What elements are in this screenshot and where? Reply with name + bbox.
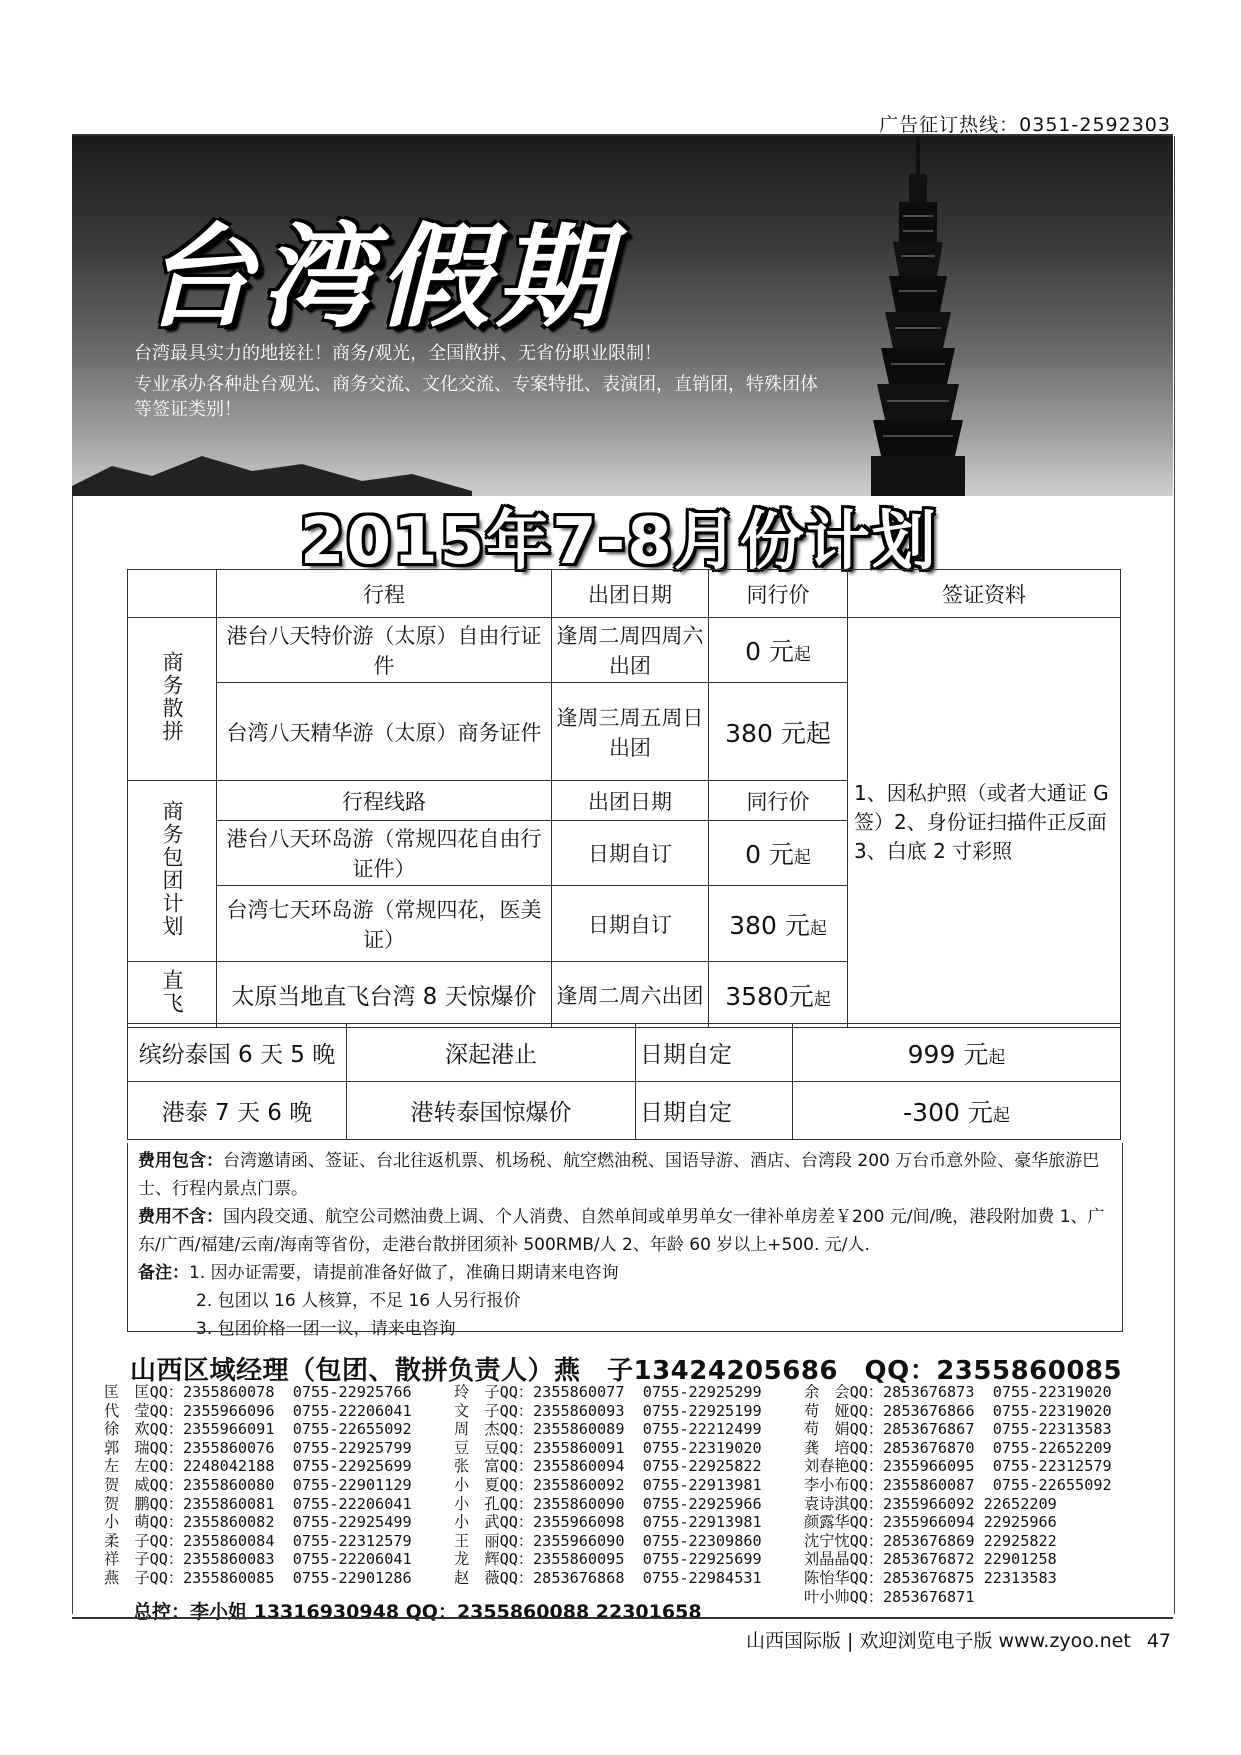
list-item: 赵 薇QQ：2853676868 0755-22984531 bbox=[454, 1568, 762, 1587]
price-cell: 380 元起 bbox=[709, 886, 848, 962]
remark-1: 备注：1. 因办证需要，请提前准备好做了，准确日期请来电咨询 bbox=[138, 1263, 619, 1283]
list-item: 龙 辉QQ：2355860095 0755-22925699 bbox=[454, 1550, 762, 1569]
list-item: 祥 子QQ：2355860083 0755-22206041 bbox=[104, 1550, 412, 1569]
list-item: 王 丽QQ：2355966090 0755-22309860 bbox=[454, 1531, 762, 1550]
fee-included: 费用包含：台湾邀请函、签证、台北往返机票、机场税、航空燃油税、国语导游、酒店、台湾段 200 万台币意外险、豪华旅游巴士、行程内景点门票。 bbox=[138, 1151, 1100, 1199]
list-item: 玲 子QQ：2355860077 0755-22925299 bbox=[454, 1383, 762, 1401]
remark-2: 2. 包团以 16 人核算，不足 16 人另行报价 bbox=[196, 1291, 521, 1311]
mountain-silhouette bbox=[72, 436, 472, 496]
tour-name: 港泰 7 天 6 晚 bbox=[128, 1082, 347, 1140]
fee-notes bbox=[127, 1143, 1123, 1339]
route-cell: 台湾七天环岛游（常规四花，医美证） bbox=[217, 886, 552, 962]
contact-column-1 bbox=[104, 1383, 412, 1588]
route-cell: 太原当地直飞台湾 8 天惊爆价 bbox=[217, 962, 552, 1028]
list-item: 贺 鹏QQ：2355860081 0755-22206041 bbox=[104, 1494, 412, 1513]
footer-rule bbox=[72, 1617, 1173, 1619]
table-row bbox=[128, 1082, 1121, 1140]
banner bbox=[72, 136, 1173, 496]
category-charter-plan: 商务包团计划 bbox=[128, 781, 217, 962]
list-item: 豆 豆QQ：2355860091 0755-22319020 bbox=[454, 1438, 762, 1457]
price-cell: -300 元起 bbox=[793, 1082, 1121, 1140]
price-cell: 0 元起 bbox=[709, 618, 848, 683]
corner-cell bbox=[128, 570, 217, 618]
header-visa: 签证资料 bbox=[848, 570, 1121, 618]
page-number: 47 bbox=[1146, 1630, 1171, 1652]
list-item: 刘春艳QQ：2355966095 0755-22312579 bbox=[804, 1457, 1112, 1476]
list-item: 小 夏QQ：2355860092 0755-22913981 bbox=[454, 1475, 762, 1494]
list-item: 徐 欢QQ：2355966091 0755-22655092 bbox=[104, 1420, 412, 1439]
subheader-route: 行程线路 bbox=[217, 781, 552, 821]
taipei-101-tower-icon bbox=[863, 136, 973, 496]
list-item: 左 左QQ：2248042188 0755-22925699 bbox=[104, 1457, 412, 1476]
plan-title: 2015年7-8月份计划 bbox=[300, 505, 938, 579]
footer-text: 山西国际版 | 欢迎浏览电子版 www.zyoo.net bbox=[746, 1630, 1131, 1652]
extra-tours-table bbox=[127, 1023, 1121, 1140]
list-item: 贺 威QQ：2355860080 0755-22901129 bbox=[104, 1475, 412, 1494]
route-cell: 台湾八天精华游（太原）商务证件 bbox=[217, 683, 552, 781]
fee-excluded: 费用不含：国内段交通、航空公司燃油费上调、个人消费、自然单间或单男单女一律补单房差￥200 元/间/晚，港段附加费 1、广东/广西/福建/云南/海南等省份，走港台散拼团须补 500RMB/人 2、年龄 60 岁以上+500. 元/人. bbox=[138, 1207, 1105, 1255]
list-item: 柔 子QQ：2355860084 0755-22312579 bbox=[104, 1531, 412, 1550]
list-item: 代 莹QQ：2355966096 0755-22206041 bbox=[104, 1401, 412, 1420]
list-item: 叶小帅QQ：2853676871 bbox=[804, 1587, 975, 1606]
table-row bbox=[128, 1024, 1121, 1082]
list-item: 李小布QQ：2355860087 0755-22655092 bbox=[804, 1475, 1112, 1494]
list-item: 小 萌QQ：2355860082 0755-22925499 bbox=[104, 1513, 412, 1532]
list-item: 沈宁忱QQ：2853676869 22925822 bbox=[804, 1531, 1057, 1550]
list-item: 苟 娅QQ：2853676866 0755-22319020 bbox=[804, 1401, 1112, 1420]
category-direct-flight: 直飞 bbox=[128, 962, 217, 1028]
ad-hotline: 广告征订热线：0351-2592303 bbox=[879, 114, 1171, 136]
header-route: 行程 bbox=[217, 570, 552, 618]
list-item: 陈怡华QQ：2853676875 22313583 bbox=[804, 1568, 1057, 1587]
list-item: 张 富QQ：2355860094 0755-22925822 bbox=[454, 1457, 762, 1476]
subheader-date: 出团日期 bbox=[552, 781, 709, 821]
table-row bbox=[128, 618, 1121, 683]
price-cell: 3580元起 bbox=[709, 962, 848, 1028]
banner-title: 台湾假期 bbox=[142, 213, 614, 343]
list-item: 小 孔QQ：2355860090 0755-22925966 bbox=[454, 1494, 762, 1513]
banner-tagline-2: 专业承办各种赴台观光、商务交流、文化交流、专案特批、表演团，直销团，特殊团体等签证类别！ bbox=[134, 374, 818, 420]
contact-column-2 bbox=[454, 1383, 762, 1588]
date-cell: 逢周二周四周六出团 bbox=[552, 618, 709, 683]
date-cell: 日期自订 bbox=[552, 886, 709, 962]
date-cell: 逢周三周五周日出团 bbox=[552, 683, 709, 781]
list-item: 周 杰QQ：2355860089 0755-22212499 bbox=[454, 1420, 762, 1439]
banner-tagline-1: 台湾最具实力的地接社！商务/观光，全国散拼、无省份职业限制！ bbox=[134, 343, 663, 364]
list-item: 刘晶晶QQ：2853676872 22901258 bbox=[804, 1550, 1057, 1569]
price-cell: 999 元起 bbox=[793, 1024, 1121, 1082]
list-item: 袁诗淇QQ：2355966092 22652209 bbox=[804, 1494, 1057, 1513]
regional-manager: 山西区域经理（包团、散拼负责人）燕 子13424205686 QQ：2355860085 bbox=[130, 1356, 1123, 1386]
date-cell: 日期自订 bbox=[552, 821, 709, 886]
remark-3: 3. 包团价格一团一议，请来电咨询 bbox=[196, 1319, 456, 1339]
list-item: 龚 培QQ：2853676870 0755-22652209 bbox=[804, 1438, 1112, 1457]
footer bbox=[746, 1626, 1171, 1653]
list-item: 苟 娟QQ：2853676867 0755-22313583 bbox=[804, 1420, 1112, 1439]
list-item: 文 子QQ：2355860093 0755-22925199 bbox=[454, 1401, 762, 1420]
date-cell: 日期自定 bbox=[636, 1082, 793, 1140]
visa-requirements: 1、因私护照（或者大通证 G 签）2、身份证扫描件正反面3、白底 2 寸彩照 bbox=[848, 618, 1121, 1028]
header-date: 出团日期 bbox=[552, 570, 709, 618]
contact-column-3 bbox=[804, 1383, 1112, 1606]
general-control-contact: 总控：李小姐 13316930948 QQ：2355860088 22301658 bbox=[133, 1601, 702, 1623]
table-header-row bbox=[128, 570, 1121, 618]
list-item: 颜露华QQ：2355966094 22925966 bbox=[804, 1513, 1057, 1532]
list-item: 郭 瑞QQ：2355860076 0755-22925799 bbox=[104, 1438, 412, 1457]
route-cell: 港转泰国惊爆价 bbox=[347, 1082, 636, 1140]
route-cell: 深起港止 bbox=[347, 1024, 636, 1082]
list-item: 余 会QQ：2853676873 0755-22319020 bbox=[804, 1383, 1112, 1401]
tour-name: 缤纷泰国 6 天 5 晚 bbox=[128, 1024, 347, 1082]
category-business-group: 商务散拼 bbox=[128, 618, 217, 781]
date-cell: 逢周二周六出团 bbox=[552, 962, 709, 1028]
price-cell: 0 元起 bbox=[709, 821, 848, 886]
itinerary-table bbox=[127, 569, 1121, 1028]
route-cell: 港台八天特价游（太原）自由行证件 bbox=[217, 618, 552, 683]
price-cell: 380 元起 bbox=[709, 683, 848, 781]
list-item: 燕 子QQ：2355860085 0755-22901286 bbox=[104, 1568, 412, 1587]
date-cell: 日期自定 bbox=[636, 1024, 793, 1082]
header-price: 同行价 bbox=[709, 570, 848, 618]
subheader-price: 同行价 bbox=[709, 781, 848, 821]
route-cell: 港台八天环岛游（常规四花自由行证件） bbox=[217, 821, 552, 886]
list-item: 小 武QQ：2355966098 0755-22913981 bbox=[454, 1513, 762, 1532]
list-item: 匡 匡QQ：2355860078 0755-22925766 bbox=[104, 1383, 412, 1401]
